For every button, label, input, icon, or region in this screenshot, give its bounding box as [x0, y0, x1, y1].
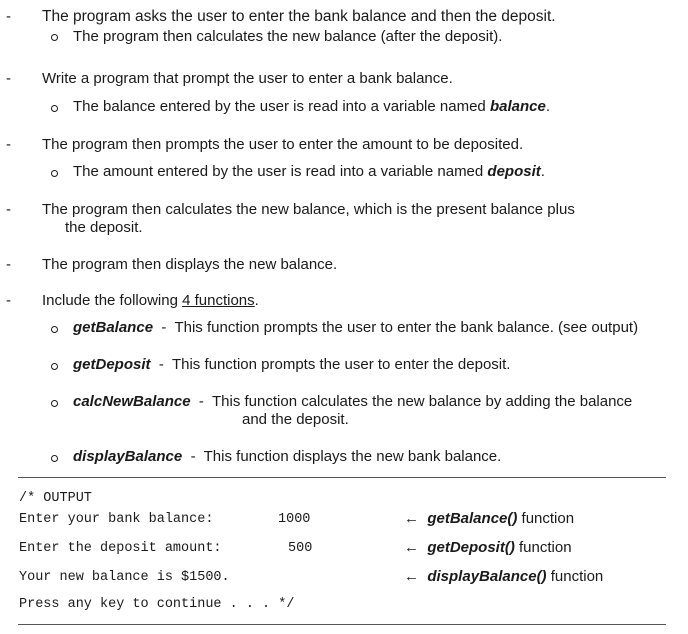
bullet-dash: -: [6, 70, 11, 87]
left-arrow-icon: ←: [404, 568, 419, 585]
annotation-fn: getBalance(): [427, 510, 518, 527]
function-item-getdeposit: [73, 356, 510, 373]
bullet-4-line1: The program then calculates the new balance, which is the present balance plus: [42, 201, 575, 218]
annotation-displaybalance: [404, 568, 603, 585]
output-line2-value: 500: [288, 541, 313, 556]
variable-balance: balance: [489, 98, 546, 115]
bullet-2-text: Write a program that prompt the user to enter a bank balance.: [42, 70, 453, 87]
output-header: /* OUTPUT: [19, 491, 92, 506]
function-desc: This function calculates the new balance by adding the balance: [212, 393, 633, 410]
output-line3: Your new balance is $1500.: [19, 570, 230, 585]
bullet-5-text: The program then displays the new balance.: [42, 256, 338, 273]
divider-top: [18, 477, 666, 478]
function-desc: This function prompts the user to enter the bank balance. (see output): [174, 319, 639, 336]
annotation-suffix: function: [517, 510, 575, 527]
function-sep: -: [158, 356, 164, 373]
function-name: getBalance: [73, 319, 154, 336]
annotation-suffix: function: [546, 568, 604, 585]
function-sep: -: [190, 448, 196, 465]
function-desc: This function prompts the user to enter the deposit.: [171, 356, 511, 373]
bullet-dash: -: [6, 136, 11, 153]
bullet-6-pre: Include the following: [42, 292, 183, 309]
function-desc: This function displays the new bank balance.: [203, 448, 502, 465]
bullet-dash: -: [6, 256, 11, 273]
bullet-dash: -: [6, 292, 11, 309]
output-line1-value: 1000: [278, 512, 311, 527]
annotation-fn: displayBalance(): [427, 568, 547, 585]
annotation-suffix: function: [514, 539, 572, 556]
annotation-getdeposit: [404, 539, 572, 556]
annotation-getbalance: [404, 510, 574, 527]
annotation-fn: getDeposit(): [427, 539, 515, 556]
bullet-dash: -: [6, 201, 11, 218]
bullet-3-sub-post: .: [540, 163, 545, 180]
bullet-dash: -: [6, 8, 11, 25]
function-item-calcnewbalance: [73, 393, 632, 410]
function-item-getbalance: [73, 319, 638, 336]
output-line4: Press any key to continue . . . */: [19, 597, 295, 612]
sub-bullet-circle: [51, 170, 58, 177]
sub-bullet-circle: [51, 34, 58, 41]
bullet-6-post: .: [254, 292, 259, 309]
function-name: calcNewBalance: [73, 393, 191, 410]
bullet-2-sub: [73, 98, 550, 115]
sub-bullet-circle: [51, 400, 58, 407]
bullet-2-sub-post: .: [545, 98, 550, 115]
bullet-1-sub: The program then calculates the new balance (after the deposit).: [73, 28, 503, 45]
functions-count: 4 functions: [182, 292, 255, 309]
function-sep: -: [161, 319, 167, 336]
bullet-2-sub-pre: The balance entered by the user is read into a variable named: [73, 98, 490, 115]
function-name: getDeposit: [73, 356, 151, 373]
bullet-3-text: The program then prompts the user to enter the amount to be deposited.: [42, 136, 524, 153]
bullet-4-line2: the deposit.: [65, 219, 143, 236]
function-item-displaybalance: [73, 448, 501, 465]
sub-bullet-circle: [51, 105, 58, 112]
function-name: displayBalance: [73, 448, 183, 465]
sub-bullet-circle: [51, 363, 58, 370]
output-line2-label: Enter the deposit amount:: [19, 541, 222, 556]
sub-bullet-circle: [51, 326, 58, 333]
bullet-6-text: [42, 292, 259, 309]
output-line1-label: Enter your bank balance:: [19, 512, 214, 527]
bullet-1-text: The program asks the user to enter the bank balance and then the deposit.: [42, 8, 556, 25]
divider-bottom: [18, 624, 666, 625]
left-arrow-icon: ←: [404, 510, 419, 527]
variable-deposit: deposit: [487, 163, 541, 180]
function-sep: -: [198, 393, 204, 410]
function-desc-line2: and the deposit.: [242, 411, 349, 428]
bullet-3-sub: [73, 163, 545, 180]
sub-bullet-circle: [51, 455, 58, 462]
bullet-3-sub-pre: The amount entered by the user is read into a variable named: [73, 163, 488, 180]
left-arrow-icon: ←: [404, 539, 419, 556]
